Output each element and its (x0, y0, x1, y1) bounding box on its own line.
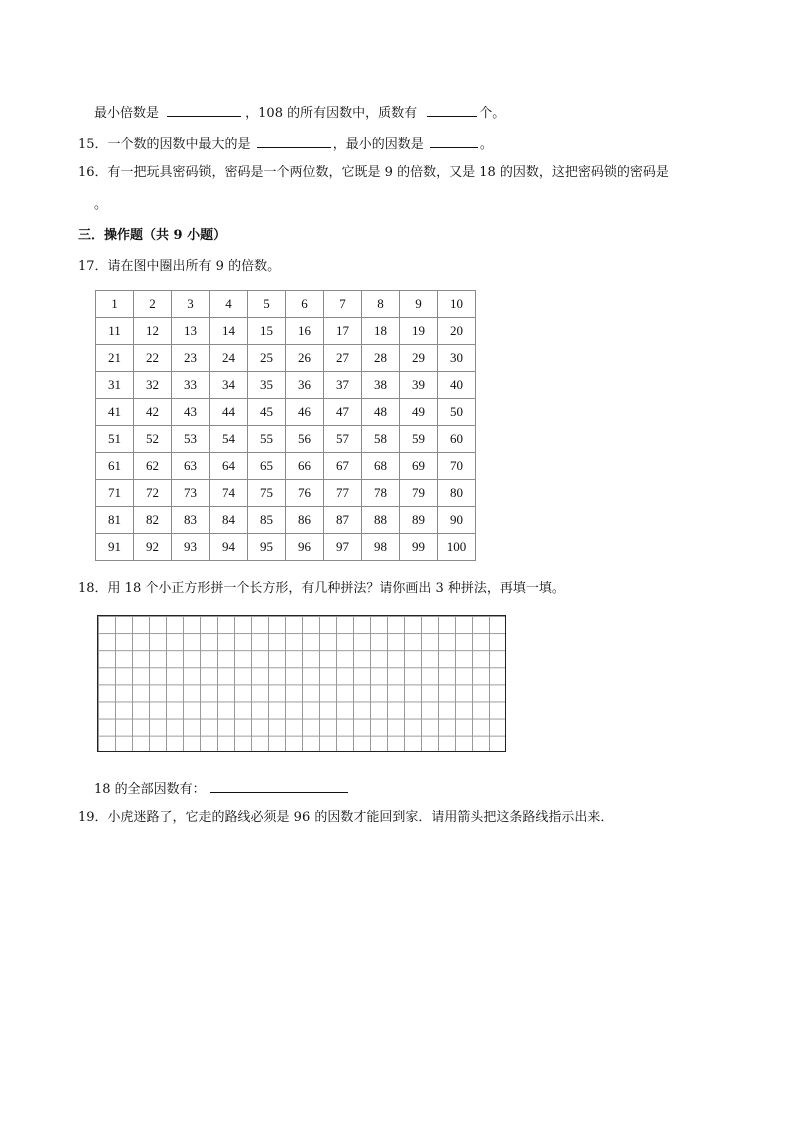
number-cell[interactable]: 93 (172, 534, 210, 561)
table-row (96, 345, 476, 372)
q19 (78, 809, 613, 827)
number-cell[interactable]: 46 (286, 399, 324, 426)
number-cell[interactable]: 27 (324, 345, 362, 372)
number-cell[interactable]: 58 (362, 426, 400, 453)
table-row (96, 480, 476, 507)
q17 (78, 258, 280, 276)
q16-tail (94, 196, 107, 214)
number-cell[interactable]: 75 (248, 480, 286, 507)
q15-number: 15． (78, 137, 108, 152)
number-cell[interactable]: 53 (172, 426, 210, 453)
number-cell[interactable]: 72 (134, 480, 172, 507)
number-cell[interactable]: 18 (362, 318, 400, 345)
number-cell[interactable]: 73 (172, 480, 210, 507)
q19-number: 19． (78, 810, 108, 825)
number-cell[interactable]: 90 (438, 507, 476, 534)
number-cell[interactable]: 71 (96, 480, 134, 507)
number-cell[interactable]: 37 (324, 372, 362, 399)
number-cell[interactable]: 41 (96, 399, 134, 426)
number-cell[interactable]: 13 (172, 318, 210, 345)
q16-tail-text: 。 (94, 197, 108, 212)
q15-text-2: ，最小的因数是 (332, 137, 424, 152)
q15-blank-min-factor[interactable] (430, 133, 478, 148)
number-cell[interactable]: 68 (362, 453, 400, 480)
q15 (78, 133, 493, 154)
number-cell[interactable]: 39 (400, 372, 438, 399)
number-cell[interactable]: 79 (400, 480, 438, 507)
q15-text-1: 一个数的因数中最大的是 (107, 137, 251, 152)
table-row (96, 399, 476, 426)
number-cell[interactable]: 35 (248, 372, 286, 399)
table-row (96, 507, 476, 534)
q14-text-2: ，108 的所有因数中，质数有 (245, 106, 418, 121)
number-cell[interactable]: 59 (400, 426, 438, 453)
number-cell[interactable]: 81 (96, 507, 134, 534)
q18-factors (94, 778, 348, 799)
number-cell[interactable]: 92 (134, 534, 172, 561)
number-cell[interactable]: 5 (248, 291, 286, 318)
section-title: 三．操作题（共 9 小题） (78, 228, 227, 243)
number-cell[interactable]: 23 (172, 345, 210, 372)
number-cell[interactable]: 74 (210, 480, 248, 507)
q14-blank-min-multiple[interactable] (167, 102, 241, 117)
section-heading (78, 227, 226, 245)
number-cell[interactable]: 26 (286, 345, 324, 372)
number-cell[interactable]: 57 (324, 426, 362, 453)
number-cell[interactable]: 20 (438, 318, 476, 345)
number-cell[interactable]: 86 (286, 507, 324, 534)
number-cell[interactable]: 15 (248, 318, 286, 345)
q18-number: 18． (78, 581, 108, 596)
number-cell[interactable]: 50 (438, 399, 476, 426)
q19-text: 小虎迷路了，它走的路线必须是 96 的因数才能回到家．请用箭头把这条路线指示出来． (107, 810, 614, 825)
number-cell[interactable]: 60 (438, 426, 476, 453)
table-row (96, 453, 476, 480)
number-cell[interactable]: 22 (134, 345, 172, 372)
number-cell[interactable]: 48 (362, 399, 400, 426)
number-cell[interactable]: 69 (400, 453, 438, 480)
number-cell[interactable]: 98 (362, 534, 400, 561)
number-cell[interactable]: 29 (400, 345, 438, 372)
number-cell[interactable]: 30 (438, 345, 476, 372)
number-cell[interactable]: 10 (438, 291, 476, 318)
number-cell[interactable]: 25 (248, 345, 286, 372)
number-cell[interactable]: 34 (210, 372, 248, 399)
number-cell[interactable]: 16 (286, 318, 324, 345)
number-cell[interactable]: 99 (400, 534, 438, 561)
number-cell[interactable]: 82 (134, 507, 172, 534)
number-cell[interactable]: 54 (210, 426, 248, 453)
number-cell[interactable]: 83 (172, 507, 210, 534)
number-cell[interactable]: 47 (324, 399, 362, 426)
number-cell[interactable]: 88 (362, 507, 400, 534)
number-cell[interactable]: 76 (286, 480, 324, 507)
number-cell[interactable]: 7 (324, 291, 362, 318)
number-cell[interactable]: 31 (96, 372, 134, 399)
number-cell[interactable]: 24 (210, 345, 248, 372)
number-cell[interactable]: 85 (248, 507, 286, 534)
q14-continuation (94, 102, 505, 123)
hundred-chart-table (95, 290, 476, 561)
number-cell[interactable]: 4 (210, 291, 248, 318)
number-cell[interactable]: 42 (134, 399, 172, 426)
number-cell[interactable]: 96 (286, 534, 324, 561)
number-cell[interactable]: 95 (248, 534, 286, 561)
number-cell[interactable]: 12 (134, 318, 172, 345)
number-cell[interactable]: 8 (362, 291, 400, 318)
number-cell[interactable]: 100 (438, 534, 476, 561)
number-cell[interactable]: 78 (362, 480, 400, 507)
q15-text-3: 。 (479, 137, 493, 152)
number-cell[interactable]: 51 (96, 426, 134, 453)
q14-text-1: 最小倍数是 (94, 106, 160, 121)
number-cell[interactable]: 56 (286, 426, 324, 453)
q16 (78, 164, 669, 182)
number-cell[interactable]: 32 (134, 372, 172, 399)
q18-text: 用 18 个小正方形拼一个长方形，有几种拼法？请你画出 3 种拼法，再填一填。 (107, 581, 565, 596)
number-cell[interactable]: 14 (210, 318, 248, 345)
number-cell[interactable]: 91 (96, 534, 134, 561)
q17-text: 请在图中圈出所有 9 的倍数。 (107, 259, 281, 274)
table-row (96, 426, 476, 453)
number-cell[interactable]: 2 (134, 291, 172, 318)
number-cell[interactable]: 64 (210, 453, 248, 480)
q14-blank-prime-count[interactable] (427, 102, 477, 117)
number-cell[interactable]: 36 (286, 372, 324, 399)
number-cell[interactable]: 65 (248, 453, 286, 480)
number-cell[interactable]: 33 (172, 372, 210, 399)
q17-number: 17． (78, 259, 108, 274)
number-cell[interactable]: 66 (286, 453, 324, 480)
number-cell[interactable]: 21 (96, 345, 134, 372)
number-cell[interactable]: 44 (210, 399, 248, 426)
q18-factors-label: 18 的全部因数有： (94, 782, 206, 797)
number-cell[interactable]: 1 (96, 291, 134, 318)
number-cell[interactable]: 6 (286, 291, 324, 318)
number-cell[interactable]: 63 (172, 453, 210, 480)
number-cell[interactable]: 3 (172, 291, 210, 318)
q16-text: 有一把玩具密码锁，密码是一个两位数，它既是 9 的倍数，又是 18 的因数，这把密码锁的密码是 (107, 165, 669, 180)
number-cell[interactable]: 61 (96, 453, 134, 480)
number-cell[interactable]: 40 (438, 372, 476, 399)
number-cell[interactable]: 80 (438, 480, 476, 507)
number-cell[interactable]: 52 (134, 426, 172, 453)
q18-blank-factors[interactable] (210, 778, 348, 793)
q18 (78, 580, 565, 598)
number-cell[interactable]: 38 (362, 372, 400, 399)
number-cell[interactable]: 70 (438, 453, 476, 480)
number-cell[interactable]: 28 (362, 345, 400, 372)
q15-blank-max-factor[interactable] (257, 133, 331, 148)
number-cell[interactable]: 89 (400, 507, 438, 534)
table-row (96, 291, 476, 318)
number-cell[interactable]: 45 (248, 399, 286, 426)
number-cell[interactable]: 19 (400, 318, 438, 345)
number-cell[interactable]: 9 (400, 291, 438, 318)
q16-number: 16． (78, 165, 108, 180)
table-row (96, 534, 476, 561)
table-row (96, 318, 476, 345)
number-cell[interactable]: 67 (324, 453, 362, 480)
q14-text-3: 个。 (479, 106, 506, 121)
number-cell[interactable]: 84 (210, 507, 248, 534)
number-cell[interactable]: 62 (134, 453, 172, 480)
number-cell[interactable]: 17 (324, 318, 362, 345)
number-cell[interactable]: 97 (324, 534, 362, 561)
drawing-grid[interactable] (97, 615, 506, 752)
number-cell[interactable]: 43 (172, 399, 210, 426)
table-row (96, 372, 476, 399)
number-cell[interactable]: 77 (324, 480, 362, 507)
number-cell[interactable]: 55 (248, 426, 286, 453)
number-cell[interactable]: 87 (324, 507, 362, 534)
number-cell[interactable]: 49 (400, 399, 438, 426)
number-cell[interactable]: 94 (210, 534, 248, 561)
number-cell[interactable]: 11 (96, 318, 134, 345)
